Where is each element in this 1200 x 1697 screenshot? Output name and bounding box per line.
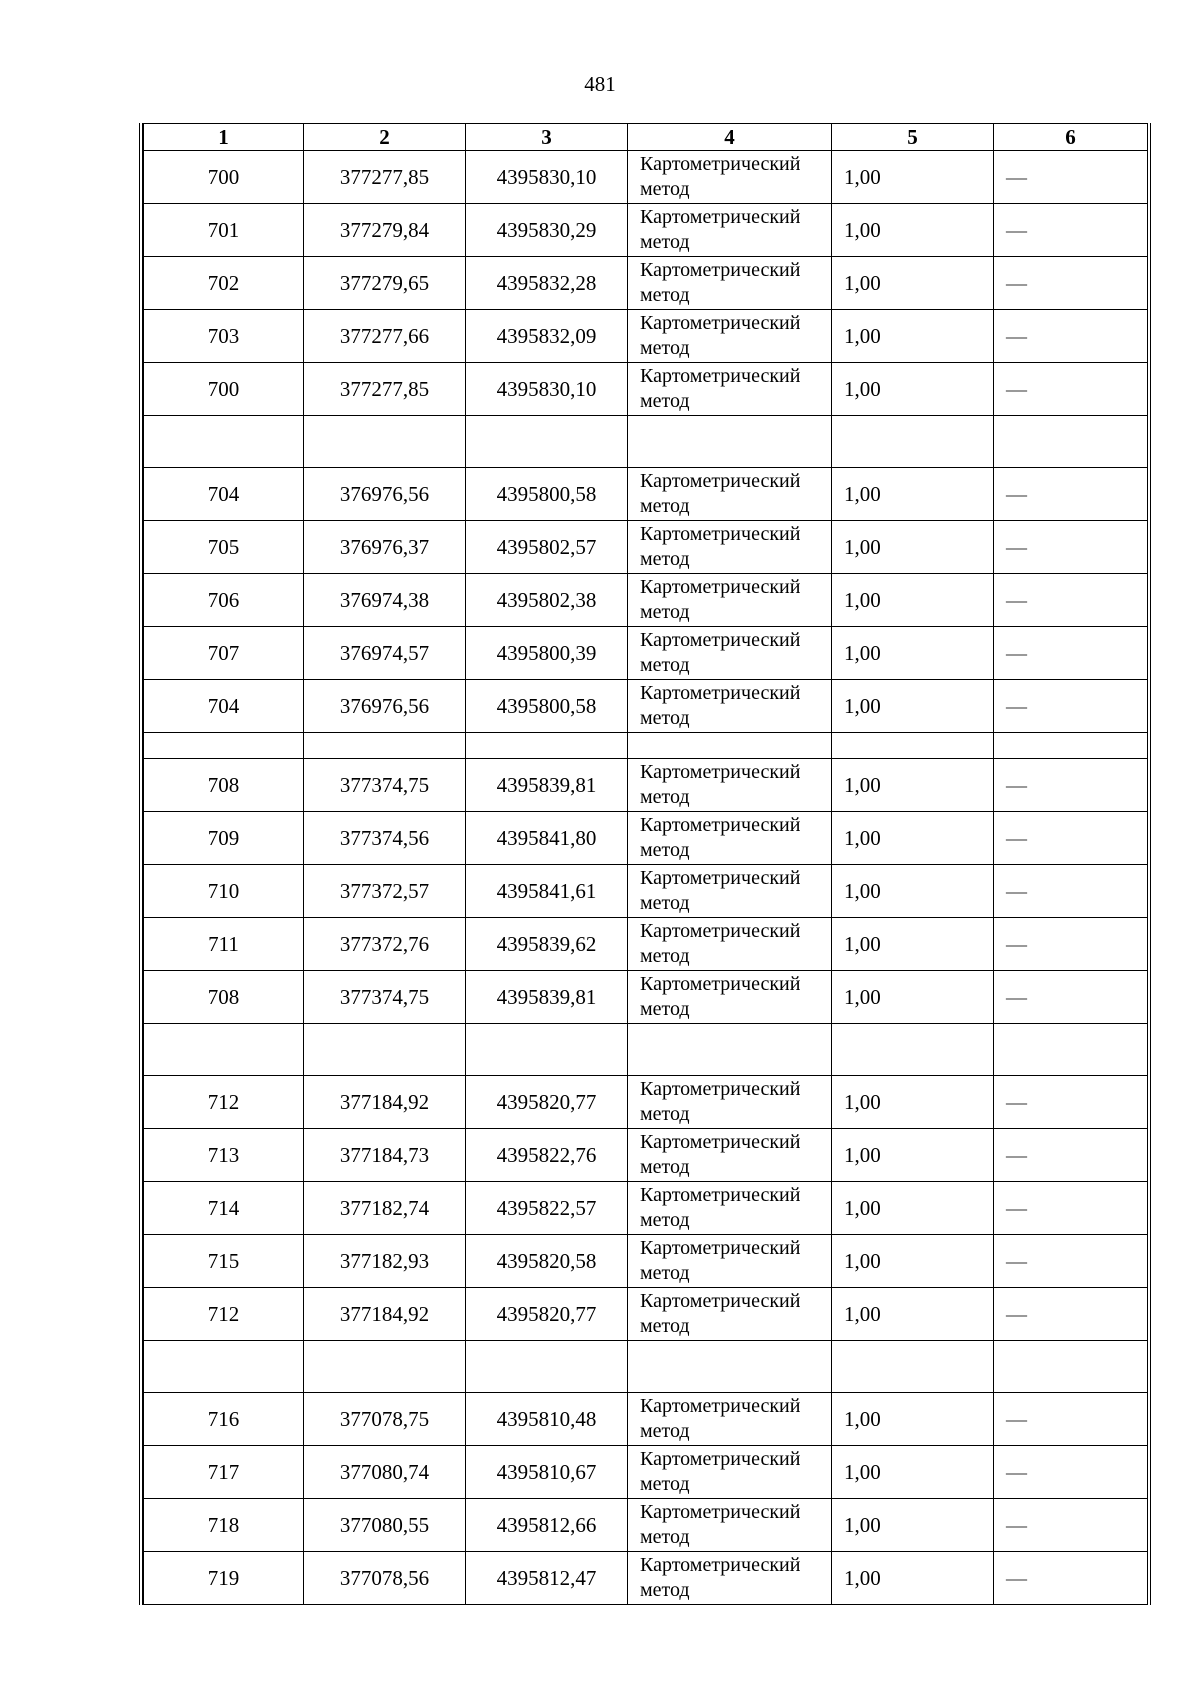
header-col-5: 5 — [832, 124, 994, 151]
x-coordinate-cell: 376974,38 — [304, 574, 466, 627]
empty-cell — [628, 1341, 832, 1393]
point-number-cell: 703 — [144, 310, 304, 363]
point-number-cell: 704 — [144, 680, 304, 733]
point-number-cell: 702 — [144, 257, 304, 310]
separator-row — [144, 1024, 1148, 1076]
method-cell — [628, 1552, 832, 1605]
empty-cell — [144, 733, 304, 759]
accuracy-cell: 1,00 — [832, 521, 994, 574]
table-row — [144, 1446, 1148, 1499]
point-number-cell: 708 — [144, 759, 304, 812]
table-row — [144, 1182, 1148, 1235]
x-coordinate-cell: 377277,85 — [304, 151, 466, 204]
note-cell: — — [994, 971, 1148, 1024]
note-cell: — — [994, 1235, 1148, 1288]
note-cell: — — [994, 1393, 1148, 1446]
method-line-2: метод — [640, 390, 690, 412]
table-row — [144, 759, 1148, 812]
note-cell: — — [994, 812, 1148, 865]
point-number-cell: 714 — [144, 1182, 304, 1235]
method-line-1: Картометрический — [640, 312, 801, 334]
accuracy-cell: 1,00 — [832, 257, 994, 310]
table-row — [144, 1393, 1148, 1446]
accuracy-cell: 1,00 — [832, 1129, 994, 1182]
note-cell: — — [994, 1446, 1148, 1499]
note-cell: — — [994, 363, 1148, 416]
y-coordinate-cell: 4395832,09 — [466, 310, 628, 363]
note-cell: — — [994, 204, 1148, 257]
y-coordinate-cell: 4395839,81 — [466, 971, 628, 1024]
accuracy-cell: 1,00 — [832, 204, 994, 257]
table-row — [144, 1235, 1148, 1288]
method-line-2: метод — [640, 839, 690, 861]
method-line-2: метод — [640, 1315, 690, 1337]
method-cell — [628, 680, 832, 733]
method-line-2: метод — [640, 1473, 690, 1495]
method-line-1: Картометрический — [640, 365, 801, 387]
method-line-1: Картометрический — [640, 1395, 801, 1417]
method-line-2: метод — [640, 601, 690, 623]
method-cell — [628, 1076, 832, 1129]
note-cell: — — [994, 627, 1148, 680]
method-cell — [628, 310, 832, 363]
accuracy-cell: 1,00 — [832, 1182, 994, 1235]
empty-cell — [628, 416, 832, 468]
method-line-1: Картометрический — [640, 761, 801, 783]
x-coordinate-cell: 377372,57 — [304, 865, 466, 918]
method-cell — [628, 1235, 832, 1288]
x-coordinate-cell: 377182,93 — [304, 1235, 466, 1288]
accuracy-cell: 1,00 — [832, 627, 994, 680]
empty-cell — [832, 416, 994, 468]
empty-cell — [994, 1341, 1148, 1393]
empty-cell — [832, 733, 994, 759]
method-cell — [628, 1288, 832, 1341]
method-cell — [628, 574, 832, 627]
point-number-cell: 713 — [144, 1129, 304, 1182]
point-number-cell: 718 — [144, 1499, 304, 1552]
table-row — [144, 680, 1148, 733]
note-cell: — — [994, 1182, 1148, 1235]
table-row — [144, 151, 1148, 204]
point-number-cell: 709 — [144, 812, 304, 865]
x-coordinate-cell: 376976,37 — [304, 521, 466, 574]
y-coordinate-cell: 4395822,57 — [466, 1182, 628, 1235]
method-line-2: метод — [640, 1103, 690, 1125]
x-coordinate-cell: 377078,75 — [304, 1393, 466, 1446]
header-col-4: 4 — [628, 124, 832, 151]
point-number-cell: 707 — [144, 627, 304, 680]
method-line-2: метод — [640, 231, 690, 253]
table-row — [144, 812, 1148, 865]
point-number-cell: 716 — [144, 1393, 304, 1446]
table-row — [144, 918, 1148, 971]
empty-cell — [466, 416, 628, 468]
note-cell: — — [994, 1076, 1148, 1129]
empty-cell — [628, 1024, 832, 1076]
method-line-2: метод — [640, 178, 690, 200]
x-coordinate-cell: 376976,56 — [304, 468, 466, 521]
note-cell: — — [994, 759, 1148, 812]
x-coordinate-cell: 377184,92 — [304, 1076, 466, 1129]
method-cell — [628, 865, 832, 918]
x-coordinate-cell: 377279,84 — [304, 204, 466, 257]
empty-cell — [144, 1341, 304, 1393]
method-line-2: метод — [640, 786, 690, 808]
accuracy-cell: 1,00 — [832, 1446, 994, 1499]
y-coordinate-cell: 4395839,81 — [466, 759, 628, 812]
accuracy-cell: 1,00 — [832, 1552, 994, 1605]
note-cell: — — [994, 865, 1148, 918]
method-line-2: метод — [640, 892, 690, 914]
x-coordinate-cell: 377372,76 — [304, 918, 466, 971]
empty-cell — [304, 1024, 466, 1076]
method-line-2: метод — [640, 945, 690, 967]
accuracy-cell: 1,00 — [832, 468, 994, 521]
note-cell: — — [994, 151, 1148, 204]
accuracy-cell: 1,00 — [832, 310, 994, 363]
method-line-2: метод — [640, 1156, 690, 1178]
accuracy-cell: 1,00 — [832, 759, 994, 812]
point-number-cell: 700 — [144, 363, 304, 416]
table-row — [144, 574, 1148, 627]
method-line-2: метод — [640, 1526, 690, 1548]
method-line-1: Картометрический — [640, 259, 801, 281]
table-row — [144, 310, 1148, 363]
method-line-1: Картометрический — [640, 1131, 801, 1153]
empty-cell — [994, 733, 1148, 759]
point-number-cell: 719 — [144, 1552, 304, 1605]
method-cell — [628, 1129, 832, 1182]
header-col-6: 6 — [994, 124, 1148, 151]
accuracy-cell: 1,00 — [832, 151, 994, 204]
note-cell: — — [994, 680, 1148, 733]
accuracy-cell: 1,00 — [832, 1076, 994, 1129]
y-coordinate-cell: 4395810,67 — [466, 1446, 628, 1499]
method-cell — [628, 918, 832, 971]
empty-cell — [304, 733, 466, 759]
y-coordinate-cell: 4395830,10 — [466, 363, 628, 416]
method-line-1: Картометрический — [640, 523, 801, 545]
method-line-1: Картометрический — [640, 920, 801, 942]
empty-cell — [994, 416, 1148, 468]
accuracy-cell: 1,00 — [832, 574, 994, 627]
method-line-1: Картометрический — [640, 153, 801, 175]
method-cell — [628, 1499, 832, 1552]
x-coordinate-cell: 377374,75 — [304, 971, 466, 1024]
method-line-2: метод — [640, 548, 690, 570]
method-cell — [628, 468, 832, 521]
coordinates-table — [143, 123, 1148, 1605]
accuracy-cell: 1,00 — [832, 1499, 994, 1552]
header-row — [144, 124, 1148, 151]
note-cell: — — [994, 1552, 1148, 1605]
y-coordinate-cell: 4395832,28 — [466, 257, 628, 310]
method-cell — [628, 257, 832, 310]
accuracy-cell: 1,00 — [832, 918, 994, 971]
y-coordinate-cell: 4395820,77 — [466, 1288, 628, 1341]
empty-cell — [994, 1024, 1148, 1076]
point-number-cell: 712 — [144, 1076, 304, 1129]
table-row — [144, 204, 1148, 257]
empty-cell — [466, 1341, 628, 1393]
method-cell — [628, 204, 832, 257]
y-coordinate-cell: 4395800,58 — [466, 680, 628, 733]
y-coordinate-cell: 4395820,58 — [466, 1235, 628, 1288]
method-line-1: Картометрический — [640, 1501, 801, 1523]
empty-cell — [144, 416, 304, 468]
y-coordinate-cell: 4395812,47 — [466, 1552, 628, 1605]
y-coordinate-cell: 4395802,57 — [466, 521, 628, 574]
method-line-2: метод — [640, 654, 690, 676]
method-line-2: метод — [640, 1262, 690, 1284]
x-coordinate-cell: 377184,92 — [304, 1288, 466, 1341]
method-line-1: Картометрический — [640, 629, 801, 651]
x-coordinate-cell: 377374,75 — [304, 759, 466, 812]
method-line-2: метод — [640, 284, 690, 306]
header-col-1: 1 — [144, 124, 304, 151]
y-coordinate-cell: 4395800,39 — [466, 627, 628, 680]
coordinates-table-wrapper — [139, 123, 1151, 1605]
table-row — [144, 1499, 1148, 1552]
separator-row — [144, 733, 1148, 759]
y-coordinate-cell: 4395820,77 — [466, 1076, 628, 1129]
point-number-cell: 710 — [144, 865, 304, 918]
empty-cell — [304, 1341, 466, 1393]
empty-cell — [466, 733, 628, 759]
x-coordinate-cell: 376976,56 — [304, 680, 466, 733]
x-coordinate-cell: 377080,74 — [304, 1446, 466, 1499]
method-line-2: метод — [640, 707, 690, 729]
y-coordinate-cell: 4395839,62 — [466, 918, 628, 971]
y-coordinate-cell: 4395841,80 — [466, 812, 628, 865]
x-coordinate-cell: 376974,57 — [304, 627, 466, 680]
empty-cell — [832, 1024, 994, 1076]
table-row — [144, 1129, 1148, 1182]
point-number-cell: 700 — [144, 151, 304, 204]
method-line-1: Картометрический — [640, 814, 801, 836]
point-number-cell: 717 — [144, 1446, 304, 1499]
note-cell: — — [994, 1499, 1148, 1552]
table-row — [144, 1076, 1148, 1129]
method-line-1: Картометрический — [640, 1290, 801, 1312]
point-number-cell: 711 — [144, 918, 304, 971]
method-line-2: метод — [640, 1420, 690, 1442]
accuracy-cell: 1,00 — [832, 1393, 994, 1446]
separator-row — [144, 1341, 1148, 1393]
y-coordinate-cell: 4395802,38 — [466, 574, 628, 627]
empty-cell — [628, 733, 832, 759]
point-number-cell: 701 — [144, 204, 304, 257]
separator-row — [144, 416, 1148, 468]
method-cell — [628, 759, 832, 812]
note-cell: — — [994, 918, 1148, 971]
empty-cell — [466, 1024, 628, 1076]
y-coordinate-cell: 4395800,58 — [466, 468, 628, 521]
table-row — [144, 468, 1148, 521]
point-number-cell: 706 — [144, 574, 304, 627]
x-coordinate-cell: 377279,65 — [304, 257, 466, 310]
x-coordinate-cell: 377277,85 — [304, 363, 466, 416]
note-cell: — — [994, 468, 1148, 521]
page-number: 481 — [584, 72, 616, 96]
method-line-1: Картометрический — [640, 1554, 801, 1576]
method-line-1: Картометрический — [640, 867, 801, 889]
point-number-cell: 715 — [144, 1235, 304, 1288]
table-row — [144, 971, 1148, 1024]
table-body — [144, 151, 1148, 1605]
method-line-2: метод — [640, 1209, 690, 1231]
method-cell — [628, 971, 832, 1024]
note-cell: — — [994, 1129, 1148, 1182]
y-coordinate-cell: 4395822,76 — [466, 1129, 628, 1182]
method-line-1: Картометрический — [640, 973, 801, 995]
y-coordinate-cell: 4395812,66 — [466, 1499, 628, 1552]
accuracy-cell: 1,00 — [832, 865, 994, 918]
point-number-cell: 705 — [144, 521, 304, 574]
accuracy-cell: 1,00 — [832, 812, 994, 865]
method-cell — [628, 812, 832, 865]
table-row — [144, 1288, 1148, 1341]
accuracy-cell: 1,00 — [832, 1288, 994, 1341]
empty-cell — [144, 1024, 304, 1076]
table-row — [144, 1552, 1148, 1605]
note-cell: — — [994, 1288, 1148, 1341]
accuracy-cell: 1,00 — [832, 971, 994, 1024]
method-line-2: метод — [640, 998, 690, 1020]
y-coordinate-cell: 4395841,61 — [466, 865, 628, 918]
point-number-cell: 708 — [144, 971, 304, 1024]
method-line-1: Картометрический — [640, 576, 801, 598]
x-coordinate-cell: 377080,55 — [304, 1499, 466, 1552]
method-cell — [628, 1393, 832, 1446]
method-line-1: Картометрический — [640, 682, 801, 704]
accuracy-cell: 1,00 — [832, 1235, 994, 1288]
method-line-2: метод — [640, 1579, 690, 1601]
note-cell: — — [994, 257, 1148, 310]
x-coordinate-cell: 377078,56 — [304, 1552, 466, 1605]
header-col-3: 3 — [466, 124, 628, 151]
method-line-1: Картометрический — [640, 470, 801, 492]
table-row — [144, 521, 1148, 574]
method-cell — [628, 627, 832, 680]
method-cell — [628, 363, 832, 416]
header-col-2: 2 — [304, 124, 466, 151]
note-cell: — — [994, 521, 1148, 574]
x-coordinate-cell: 377184,73 — [304, 1129, 466, 1182]
x-coordinate-cell: 377182,74 — [304, 1182, 466, 1235]
method-cell — [628, 1446, 832, 1499]
empty-cell — [304, 416, 466, 468]
note-cell: — — [994, 310, 1148, 363]
method-line-1: Картометрический — [640, 1078, 801, 1100]
table-row — [144, 257, 1148, 310]
table-row — [144, 363, 1148, 416]
y-coordinate-cell: 4395830,29 — [466, 204, 628, 257]
method-cell — [628, 1182, 832, 1235]
method-cell — [628, 521, 832, 574]
method-cell — [628, 151, 832, 204]
accuracy-cell: 1,00 — [832, 363, 994, 416]
x-coordinate-cell: 377374,56 — [304, 812, 466, 865]
method-line-1: Картометрический — [640, 1237, 801, 1259]
accuracy-cell: 1,00 — [832, 680, 994, 733]
y-coordinate-cell: 4395830,10 — [466, 151, 628, 204]
table-row — [144, 627, 1148, 680]
point-number-cell: 704 — [144, 468, 304, 521]
point-number-cell: 712 — [144, 1288, 304, 1341]
x-coordinate-cell: 377277,66 — [304, 310, 466, 363]
note-cell: — — [994, 574, 1148, 627]
y-coordinate-cell: 4395810,48 — [466, 1393, 628, 1446]
table-row — [144, 865, 1148, 918]
method-line-2: метод — [640, 337, 690, 359]
empty-cell — [832, 1341, 994, 1393]
method-line-1: Картометрический — [640, 1448, 801, 1470]
method-line-2: метод — [640, 495, 690, 517]
method-line-1: Картометрический — [640, 206, 801, 228]
method-line-1: Картометрический — [640, 1184, 801, 1206]
